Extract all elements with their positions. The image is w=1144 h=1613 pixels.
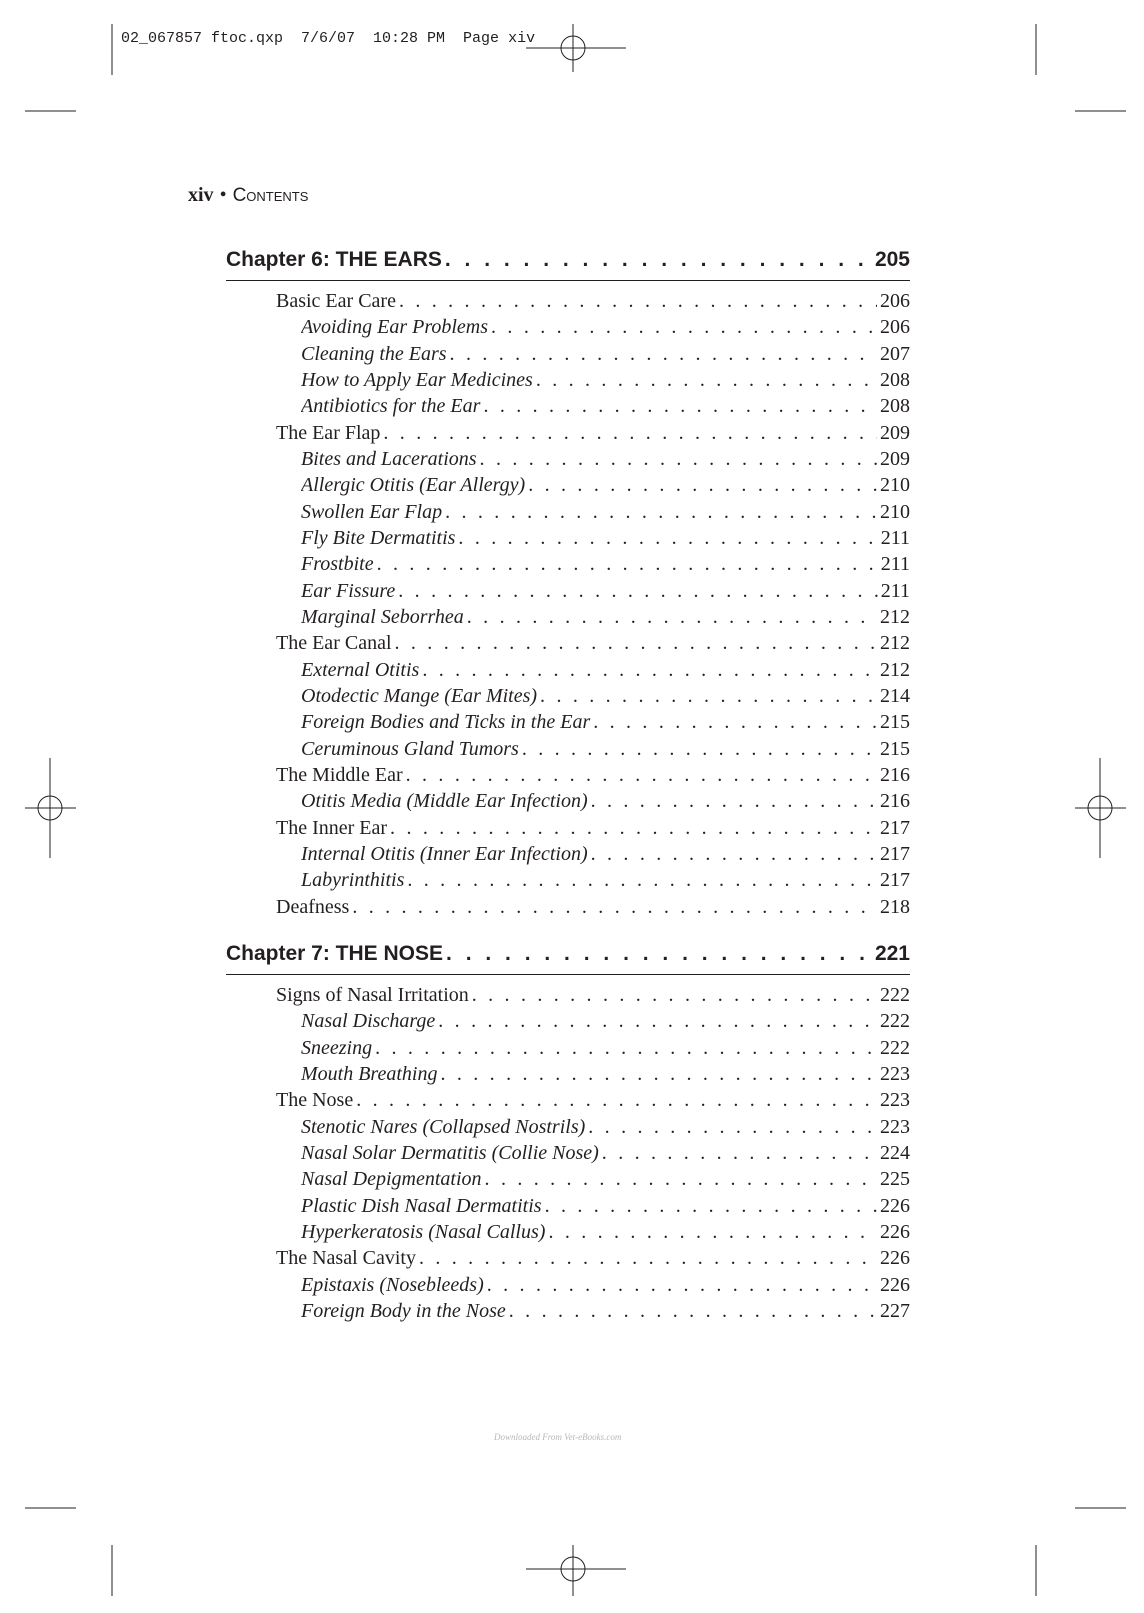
dot-leader	[395, 632, 878, 655]
toc-subsection-entry	[301, 790, 910, 817]
toc-section-entry	[276, 984, 910, 1011]
toc-entry-label: Otitis Media (Middle Ear Infection)	[301, 790, 588, 813]
toc-entry-label: Bites and Lacerations	[301, 447, 477, 470]
toc-entry-page-number: 223	[880, 1115, 910, 1138]
dot-leader	[536, 369, 877, 392]
toc-entry-label: The Middle Ear	[276, 763, 403, 786]
toc-entry-page-number: 218	[880, 895, 910, 918]
dot-leader	[491, 316, 877, 339]
dot-leader	[483, 395, 877, 418]
toc-subsection-entry	[301, 580, 910, 607]
toc-entry-page-number: 225	[880, 1168, 910, 1191]
dot-leader	[450, 343, 877, 366]
dot-leader	[540, 685, 877, 708]
toc-entry-label: Stenotic Nares (Collapsed Nostrils)	[301, 1115, 586, 1138]
dot-leader	[445, 248, 872, 272]
toc-entry-label: Internal Otitis (Inner Ear Infection)	[301, 842, 588, 865]
toc-subsection-entry	[301, 1300, 910, 1327]
toc-entry-page-number: 223	[880, 1089, 910, 1112]
toc-entry-label: Frostbite	[301, 553, 374, 576]
toc-entry-label: Allergic Otitis (Ear Allergy)	[301, 474, 526, 497]
dot-leader	[528, 474, 877, 497]
toc-entry-label: The Ear Flap	[276, 421, 381, 444]
dot-leader	[593, 711, 877, 734]
dot-leader	[588, 1116, 877, 1139]
toc-entry-page-number: 207	[880, 342, 910, 365]
dot-leader	[485, 1168, 877, 1191]
toc-entry-label: Avoiding Ear Problems	[301, 316, 489, 339]
dot-leader	[406, 764, 877, 787]
toc-entry-page-number: 211	[880, 579, 910, 602]
toc-subsection-entry	[301, 343, 910, 370]
toc-entry-label: Signs of Nasal Irritation	[276, 984, 469, 1006]
toc-entry-page-number: 206	[880, 290, 910, 312]
registration-mark-right	[1075, 758, 1126, 858]
toc-entry-page-number: 226	[880, 1194, 910, 1217]
toc-entry-label: Swollen Ear Flap	[301, 500, 443, 523]
toc-subsection-entry	[301, 395, 910, 422]
toc-subsection-entry	[301, 527, 910, 554]
toc-entry-label: Nasal Depigmentation	[301, 1168, 482, 1191]
toc-entry-page-number: 211	[880, 553, 910, 576]
toc-entry-page-number: 210	[880, 474, 910, 497]
toc-entry-label: How to Apply Ear Medicines	[301, 368, 533, 391]
toc-entry-label: Foreign Bodies and Ticks in the Ear	[301, 711, 591, 734]
toc-entry-label: Marginal Seborrhea	[301, 605, 464, 628]
toc-subsection-entry	[301, 659, 910, 686]
toc-entry-page-number: 224	[880, 1141, 910, 1164]
dot-leader	[422, 659, 877, 682]
chapter-page-number: 221	[874, 942, 910, 965]
toc-subsection-entry	[301, 1010, 910, 1037]
running-head	[188, 184, 308, 207]
toc-entry-page-number: 216	[880, 763, 910, 786]
toc-subsection-entry	[301, 448, 910, 475]
toc-entry-page-number: 212	[880, 632, 910, 655]
toc-subsection-entry	[301, 1274, 910, 1301]
toc-entry-page-number: 217	[880, 842, 910, 865]
toc-subsection-entry	[301, 1142, 910, 1169]
dot-leader	[356, 1089, 877, 1112]
toc-entry-label: Fly Bite Dermatitis	[301, 526, 456, 549]
toc-entry-label: Antibiotics for the Ear	[301, 395, 481, 418]
toc-entry-label: The Nasal Cavity	[276, 1247, 416, 1270]
toc-entry-label: Nasal Solar Dermatitis (Collie Nose)	[301, 1141, 599, 1164]
toc-entry-page-number: 226	[880, 1273, 910, 1296]
chapter-heading	[226, 248, 910, 281]
chapter-title: Chapter 7: THE NOSE	[226, 942, 444, 965]
chapter-page-number: 205	[874, 248, 910, 271]
toc-entry-page-number: 212	[880, 605, 910, 628]
toc-entry-label: Labyrinthitis	[301, 869, 405, 892]
toc-entry-page-number: 217	[880, 869, 910, 892]
toc-subsection-entry	[301, 316, 910, 343]
registration-mark-bottom	[526, 1545, 626, 1596]
toc-subsection-entry	[301, 369, 910, 396]
dot-leader	[352, 896, 877, 919]
toc-subsection-entry	[301, 1195, 910, 1222]
toc-subsection-entry	[301, 1221, 910, 1248]
toc-entry-label: Plastic Dish Nasal Dermatitis	[301, 1194, 542, 1217]
toc-entry-label: Cleaning the Ears	[301, 342, 447, 365]
toc-entry-page-number: 208	[880, 395, 910, 418]
dot-leader	[472, 984, 877, 1007]
toc-subsection-entry	[301, 843, 910, 870]
toc-entry-page-number: 214	[880, 684, 910, 707]
dot-leader	[377, 553, 878, 576]
toc-subsection-entry	[301, 738, 910, 765]
toc-entry-label: Sneezing	[301, 1036, 373, 1059]
toc-entry-label: The Nose	[276, 1089, 354, 1112]
dot-leader	[522, 738, 877, 761]
toc-entry-page-number: 208	[880, 368, 910, 391]
toc-section-entry	[276, 764, 910, 791]
dot-leader	[383, 422, 877, 445]
toc-entry-label: External Otitis	[301, 658, 420, 681]
toc-entry-label: Ceruminous Gland Tumors	[301, 737, 519, 760]
toc-section-entry	[276, 896, 910, 923]
toc-entry-label: Foreign Body in the Nose	[301, 1299, 506, 1322]
dot-leader	[467, 606, 877, 629]
toc-entry-label: Nasal Discharge	[301, 1010, 436, 1033]
toc-subsection-entry	[301, 1063, 910, 1090]
dot-leader	[487, 1274, 877, 1297]
toc-section-entry	[276, 290, 910, 317]
toc-entry-page-number: 209	[880, 421, 910, 444]
dot-leader	[419, 1247, 877, 1270]
watermark: Downloaded From Vet-eBooks.com	[494, 1432, 622, 1442]
toc-entry-page-number: 222	[880, 984, 910, 1006]
toc-entry-label: Hyperkeratosis (Nasal Callus)	[301, 1220, 546, 1243]
running-head-title: Contents	[232, 185, 309, 206]
toc-entry-page-number: 210	[880, 500, 910, 523]
registration-mark-left	[25, 758, 76, 858]
dot-leader	[591, 790, 877, 813]
toc-section-entry	[276, 1247, 910, 1274]
dot-leader	[399, 290, 877, 313]
toc-subsection-entry	[301, 1037, 910, 1064]
toc-entry-label: The Ear Canal	[276, 632, 392, 655]
toc-subsection-entry	[301, 1116, 910, 1143]
dot-leader	[591, 843, 877, 866]
dot-leader	[509, 1300, 877, 1323]
dot-leader	[440, 1063, 877, 1086]
toc-entry-label: Ear Fissure	[301, 579, 396, 602]
toc-section-entry	[276, 422, 910, 449]
toc-entry-label: The Inner Ear	[276, 816, 388, 839]
toc-entry-page-number: 226	[880, 1220, 910, 1243]
dot-leader	[398, 580, 877, 603]
toc-subsection-entry	[301, 685, 910, 712]
toc-entry-page-number: 215	[880, 737, 910, 760]
dot-leader	[458, 527, 877, 550]
toc-subsection-entry	[301, 711, 910, 738]
toc-entry-label: Epistaxis (Nosebleeds)	[301, 1273, 484, 1296]
toc-entry-page-number: 216	[880, 790, 910, 813]
toc-section-entry	[276, 632, 910, 659]
toc-entry-page-number: 222	[880, 1010, 910, 1033]
dot-leader	[407, 869, 877, 892]
dot-leader	[445, 501, 877, 524]
dot-leader	[438, 1010, 877, 1033]
print-slug-line: 02_067857 ftoc.qxp 7/6/07 10:28 PM Page xiv	[121, 30, 536, 47]
toc-subsection-entry	[301, 869, 910, 896]
dot-leader	[375, 1037, 877, 1060]
toc-subsection-entry	[301, 474, 910, 501]
dot-leader	[446, 942, 872, 966]
toc-section-entry	[276, 1089, 910, 1116]
toc-entry-page-number: 212	[880, 658, 910, 681]
toc-entry-label: Basic Ear Care	[276, 290, 396, 312]
toc-subsection-entry	[301, 501, 910, 528]
dot-leader	[390, 817, 877, 840]
toc-subsection-entry	[301, 606, 910, 633]
toc-entry-label: Deafness	[276, 895, 350, 918]
toc-section-entry	[276, 817, 910, 844]
toc-entry-page-number: 206	[880, 316, 910, 339]
chapter-title: Chapter 6: THE EARS	[226, 248, 442, 271]
chapter-heading	[226, 942, 910, 975]
toc-entry-page-number: 209	[880, 447, 910, 470]
dot-leader	[548, 1221, 877, 1244]
registration-mark-top	[526, 24, 626, 72]
toc-entry-page-number: 211	[880, 526, 910, 549]
toc-subsection-entry	[301, 553, 910, 580]
running-head-bullet: •	[219, 184, 227, 206]
toc-entry-page-number: 223	[880, 1062, 910, 1085]
toc-entry-page-number: 215	[880, 711, 910, 734]
toc-subsection-entry	[301, 1168, 910, 1195]
toc-entry-label: Mouth Breathing	[301, 1062, 438, 1085]
toc-entry-page-number: 217	[880, 816, 910, 839]
running-head-page-number: xiv	[188, 184, 214, 206]
toc-entry-page-number: 226	[880, 1247, 910, 1270]
toc-entry-page-number: 222	[880, 1036, 910, 1059]
dot-leader	[480, 448, 877, 471]
toc-entry-label: Otodectic Mange (Ear Mites)	[301, 684, 538, 707]
dot-leader	[545, 1195, 877, 1218]
toc-entry-page-number: 227	[880, 1299, 910, 1322]
dot-leader	[602, 1142, 877, 1165]
